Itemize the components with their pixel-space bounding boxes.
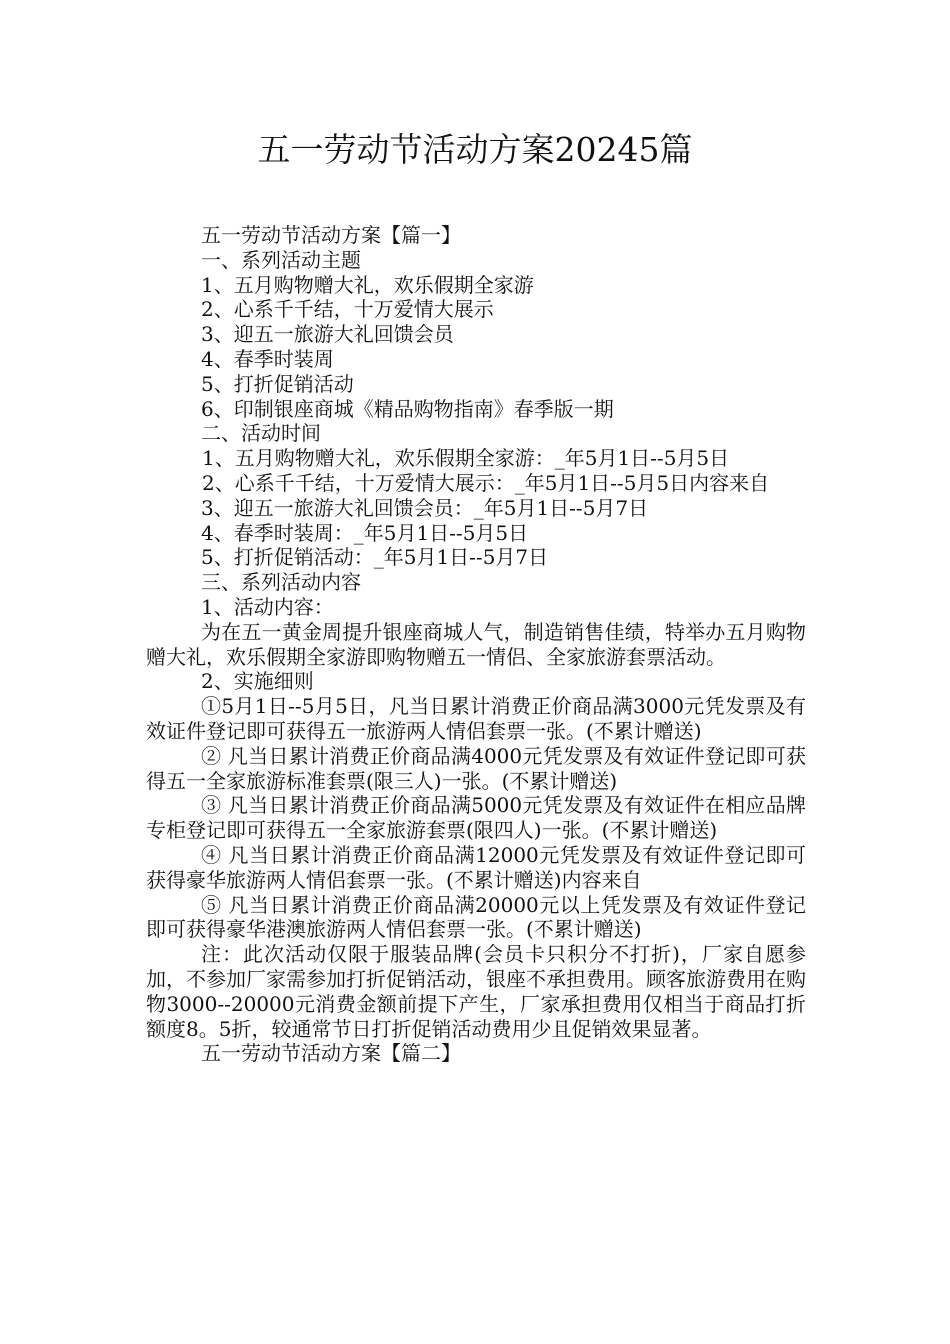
paragraph: 注：此次活动仅限于服装品牌(会员卡只积分不打折)，厂家自愿参加，不参加厂家需参加打折促销活动，银座不承担费用。顾客旅游费用在购物3000--20000元消费金额前提下产生，厂家承担费用仅相当于商品打折额度8。5折，较通常节日打折促销活动费用少且促销效果显著。 — [146, 942, 806, 1041]
paragraph: 1、活动内容： — [201, 594, 334, 619]
paragraph: 3、迎五一旅游大礼回馈会员 — [201, 322, 454, 347]
section-heading: 五一劳动节活动方案【篇二】 — [201, 1041, 461, 1066]
paragraph: 二、活动时间 — [201, 421, 321, 446]
paragraph: 2、实施细则 — [201, 669, 314, 694]
section-heading: 五一劳动节活动方案【篇一】 — [201, 223, 461, 247]
paragraph: 3、迎五一旅游大礼回馈会员：_年5月1日--5月7日 — [201, 495, 649, 520]
paragraph: 5、打折促销活动：_年5月1日--5月7日 — [201, 545, 549, 570]
paragraph: 6、印制银座商城《精品购物指南》春季版一期 — [201, 396, 614, 421]
paragraph: 1、五月购物赠大礼，欢乐假期全家游：_年5月1日--5月5日 — [202, 446, 730, 471]
document-title: 五一劳动节活动方案20245篇 — [257, 130, 693, 169]
paragraph: 5、打折促销活动 — [201, 371, 354, 396]
paragraph: 一、系列活动主题 — [201, 247, 361, 272]
paragraph: ④ 凡当日累计消费正价商品满12000元凭发票及有效证件登记即可获得豪华旅游两人情侣套票一张。(不累计赠送)内容来自 — [146, 842, 806, 892]
paragraph: ② 凡当日累计消费正价商品满4000元凭发票及有效证件登记即可获得五一全家旅游标准套票(限三人)一张。(不累计赠送) — [146, 743, 806, 793]
paragraph: ①5月1日--5月5日，凡当日累计消费正价商品满3000元凭发票及有效证件登记即可获得五一旅游两人情侣套票一张。(不累计赠送) — [146, 694, 806, 743]
paragraph: 为在五一黄金周提升银座商城人气，制造销售佳绩，特举办五月购物赠大礼，欢乐假期全家游即购物赠五一情侣、全家旅游套票活动。 — [146, 619, 806, 669]
paragraph: 4、春季时装周 — [201, 346, 334, 371]
paragraph: 2、心系千千结，十万爱情大展示：_年5月1日--5月5日内容来自 — [202, 470, 770, 495]
paragraph: 1、五月购物赠大礼，欢乐假期全家游 — [201, 272, 534, 297]
paragraph: ⑤ 凡当日累计消费正价商品满20000元以上凭发票及有效证件登记即可获得豪华港澳旅游两人情侣套票一张。(不累计赠送) — [146, 892, 806, 942]
paragraph: 2、心系千千结，十万爱情大展示 — [201, 297, 494, 322]
document-body — [146, 223, 806, 1066]
paragraph: ③ 凡当日累计消费正价商品满5000元凭发票及有效证件在相应品牌专柜登记即可获得五一全家旅游套票(限四人)一张。(不累计赠送) — [146, 793, 806, 843]
paragraph: 三、系列活动内容 — [201, 570, 361, 595]
paragraph: 4、春季时装周：_年5月1日--5月5日 — [201, 520, 529, 545]
